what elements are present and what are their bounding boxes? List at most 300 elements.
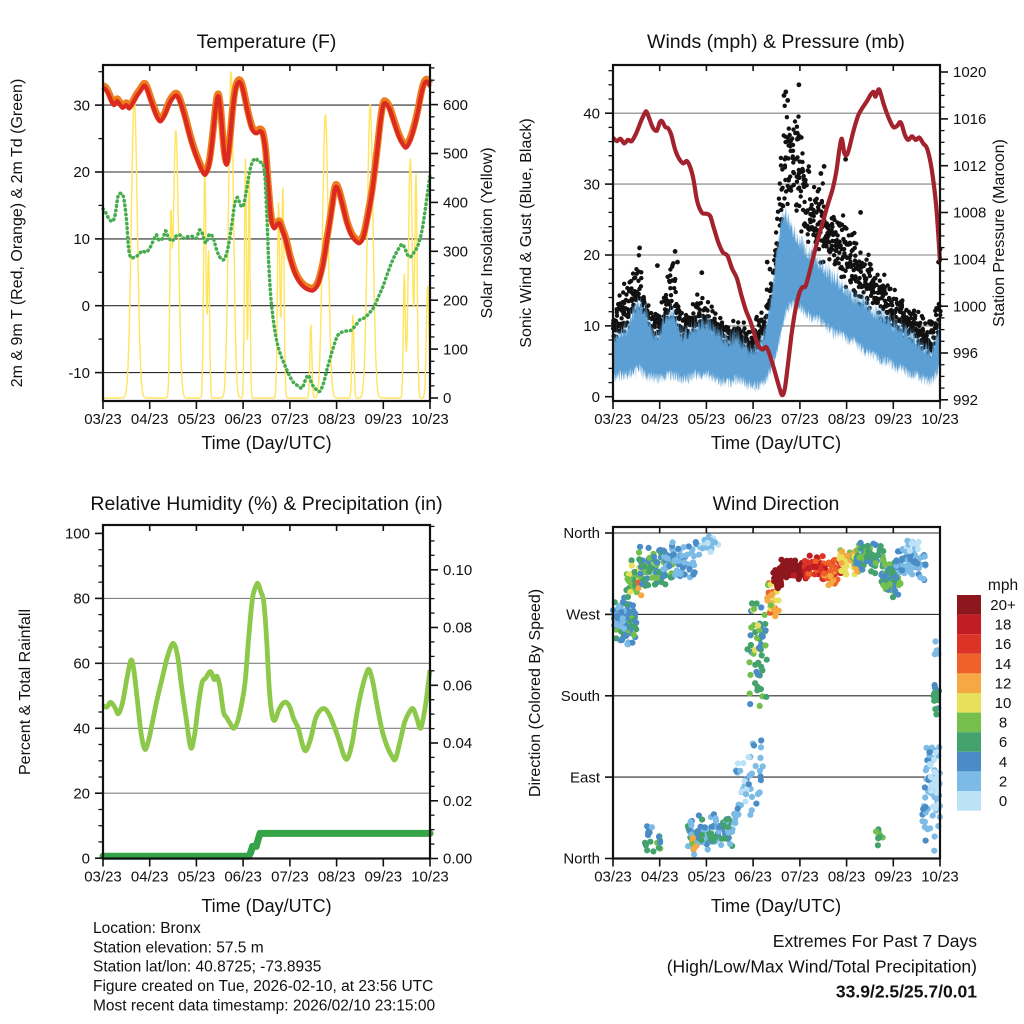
x-tick-label: 08/23 [317,411,356,428]
gust-outlier-dot [822,164,827,169]
wind-direction-dot [894,558,900,564]
gust-outlier-dot [819,171,824,176]
gust-outlier-dot [785,98,790,103]
y-tick-label: -10 [68,364,90,382]
gust-dot [736,320,740,324]
gust-dot [779,156,783,160]
wind-direction-dot [691,846,697,852]
wind-direction-dot [735,806,741,812]
wind-direction-dot [893,574,899,580]
wind-direction-dot [744,646,750,652]
wind-direction-dot [909,571,915,577]
y-axis-direction [561,525,613,868]
gust-dot [864,276,868,280]
wind-direction-dot [753,801,759,807]
wind-direction-dot [675,546,681,552]
wind-direction-dot [747,701,753,707]
pressure-ylabel-right: Station Pressure (Maroon) [991,139,1008,327]
wind-direction-dot [656,834,662,840]
y-tick-label: 60 [73,655,90,673]
gust-dot [900,298,904,302]
gust-dot [842,274,846,278]
y-axis-right [940,64,986,409]
gust-dot [625,320,629,324]
x-tick-label: 07/23 [781,868,819,886]
gust-dot [921,329,925,333]
wind-direction-dot [933,749,939,755]
wind-speed-legend [957,577,1018,811]
wind-direction-dot [931,769,937,775]
gust-dot [759,311,763,315]
gust-outlier-dot [858,210,863,215]
x-tick-label: 05/23 [177,411,216,428]
wind-direction-dot [877,834,883,840]
gust-dot [699,301,703,305]
gust-dot [832,253,836,257]
gust-dot [799,189,803,193]
wind-direction-dot [873,542,879,548]
extremes-subtitle: (High/Low/Max Wind/Total Precipitation) [666,956,977,977]
gust-dot [788,133,792,137]
gust-dot [783,104,787,108]
y-tick-label: 400 [443,194,469,212]
wind-direction-dot [755,622,761,628]
wind-direction-dot [915,546,921,552]
gust-dot [803,178,807,182]
gust-dot [649,311,653,315]
wind-direction-dot [646,569,652,575]
x-tick-label: 03/23 [84,411,122,428]
y-axis-left [65,526,103,868]
gust-outlier-dot [655,263,660,268]
gust-dot [827,257,831,261]
gust-dot [619,326,623,330]
x-tick-label: 04/23 [130,411,169,428]
legend-swatch [957,615,981,635]
extremes-values: 33.9/2.5/25.7/0.01 [835,981,977,1002]
wind-pressure-plot [583,64,986,428]
gust-dot [872,290,876,294]
y-tick-label: 300 [443,243,469,261]
gust-outlier-dot [765,260,770,265]
gust-dot [787,126,791,130]
wind-pressure-xlabel: Time (Day/UTC) [710,433,842,453]
gust-dot [691,311,695,315]
legend-label: 2 [998,773,1008,791]
temperature-plot [68,65,468,428]
gust-dot [777,197,781,201]
x-tick-label: 08/23 [827,411,866,428]
wind-direction-dot [658,579,664,585]
wind-direction-dot [932,689,938,695]
x-tick-label: 04/23 [130,868,169,886]
legend-label: 20+ [990,597,1016,614]
gust-dot [931,330,935,334]
wind-direction-dot [646,545,652,551]
gust-dot [801,169,805,173]
wind-direction-dot [769,591,775,597]
wind-direction-dot [704,540,710,546]
wind-direction-dot [671,552,677,558]
wind-direction-dot [632,624,638,630]
gust-dot [706,300,710,304]
gust-dot [782,196,786,200]
x-tick-label: 05/23 [687,868,726,886]
wind-direction-dot [637,571,643,577]
x-tick-label: 07/23 [271,411,309,428]
gust-dot [830,244,834,248]
gust-dot [868,262,872,266]
x-tick-label: 10/23 [921,411,959,428]
gust-dot [819,210,823,214]
wind-direction-dot [875,842,881,848]
wind-direction-dot [758,737,764,743]
x-tick-label: 03/23 [594,868,632,886]
gust-dot [934,313,938,317]
temperature-title: Temperature (F) [196,31,337,53]
wind-direction-dot [620,615,626,621]
wind-direction-dot [922,784,928,790]
y-tick-label: 0.00 [443,850,473,868]
wind-direction-dot [734,812,740,818]
wind-direction-dot [839,548,845,554]
gust-dot [617,293,621,297]
gust-dot [677,315,681,319]
wind-direction-dot [931,756,937,762]
wind-direction-dot [746,659,752,665]
wind-direction-dot [751,606,757,612]
y-tick-label: 20 [73,785,90,803]
wind-direction-dot [838,560,844,566]
wind-direction-dot [751,742,757,748]
gust-dot [742,326,746,330]
wind-direction-dot [805,559,811,565]
wind-direction-dot [681,559,687,565]
wind-direction-dot [636,549,642,555]
x-tick-label: 06/23 [224,868,262,886]
wind-direction-dot [932,682,938,688]
wind-direction-dot [638,592,644,598]
wind-direction-dot [791,572,797,578]
wind-direction-dot [763,694,769,700]
wind-direction-dot [629,563,635,569]
wind-direction-dot [920,806,926,812]
wind-direction-dot [821,570,827,576]
wind-direction-dot [878,543,884,549]
gust-dot [869,267,873,271]
wind-direction-dot [619,637,625,643]
wind-direction-dot [932,706,938,712]
wind-direction-dot [865,543,871,549]
wind-direction-dot [699,832,705,838]
gust-dot [812,185,816,189]
dewpoint-line [103,159,430,392]
y-tick-label: 20 [73,164,90,182]
rainfall-line [103,833,430,856]
gust-dot [624,292,628,296]
y-tick-label: 992 [953,392,979,409]
y-tick-label: 40 [73,720,90,738]
gust-dot [778,181,782,185]
gust-dot [785,202,789,206]
y-tick-label: 0.08 [443,619,473,637]
gust-dot [859,295,863,299]
gust-dot [786,156,790,160]
gust-dot [669,293,673,297]
y-tick-label: 10 [583,318,600,336]
gust-dot [837,240,841,244]
temperature-ylabel-right: Solar Insolation (Yellow) [479,147,496,319]
gust-dot [781,204,785,208]
x-tick-label: 04/23 [640,411,679,428]
gust-dot [878,279,882,283]
gust-dot [791,170,795,174]
wind-direction-dot [690,559,696,565]
temperature-ylabel-left: 2m & 9m T (Red, Orange) & 2m Td (Green) [9,78,26,388]
wind-direction-dot [896,582,902,588]
gust-dot [900,305,904,309]
gust-dot [622,282,626,286]
wind-direction-dot [754,600,760,606]
legend-swatch [957,771,981,791]
x-tick-label: 06/23 [734,411,772,428]
y-tick-label: 80 [73,590,90,608]
y-tick-label: 20 [583,247,600,265]
wind-direction-dot [777,565,783,571]
gust-dot [820,200,824,204]
wind-direction-dot [843,571,849,577]
gust-dot [672,286,676,290]
wind-direction-dot [639,581,645,587]
y-tick-label: 0 [81,297,90,315]
wind-direction-dot [746,781,752,787]
wind-direction-dot [758,744,764,750]
gust-dot [653,325,657,329]
gust-dot [807,170,811,174]
legend-label: 10 [994,695,1012,712]
gust-dot [639,284,643,288]
gust-dot [799,229,803,233]
gust-dot [793,119,797,123]
wind-direction-dot [932,638,938,644]
data-timestamp: Most recent data timestamp: 2026/02/10 23:15:00 [93,997,436,1015]
wind-direction-plot [561,525,959,885]
wind-direction-dot [624,576,630,582]
wind-direction-dot [922,554,928,560]
wind-direction-dot [887,581,893,587]
legend-label: 8 [998,714,1008,732]
x-tick-label: 10/23 [411,411,449,428]
gust-dot [854,241,858,245]
wind-direction-dot [721,822,727,828]
y-tick-label: 40 [583,105,600,123]
wind-direction-dot [772,613,778,619]
y-tick-label: 10 [73,231,90,249]
wind-direction-dot [624,641,630,647]
wind-direction-dot [865,548,871,554]
x-tick-label: 09/23 [874,868,913,886]
legend-swatch [957,732,981,752]
gust-dot [795,180,799,184]
gust-dot [642,301,646,305]
wind-direction-dot [657,839,663,845]
wind-direction-dot [713,818,719,824]
gust-dot [791,149,795,153]
wind-direction-dot [759,652,765,658]
gust-dot [887,287,891,291]
legend-swatch [957,752,981,772]
gust-dot [821,181,825,185]
gust-dot [884,291,888,295]
wind-direction-dot [665,556,671,562]
gust-dot [639,276,643,280]
wind-direction-dot [649,824,655,830]
wind-direction-dot [709,824,715,830]
x-tick-label: 06/23 [734,868,772,886]
wind-direction-dot [620,599,626,605]
gust-dot [799,135,803,139]
gust-dot [857,276,861,280]
wind-direction-dot [828,580,834,586]
wind-direction-dot [933,711,939,717]
y-tick-label: 996 [953,345,979,363]
gust-dot [755,315,759,319]
gust-dot [720,320,724,324]
wind-direction-dot [874,552,880,558]
x-tick-label: 03/23 [594,411,632,428]
y-tick-label: 30 [73,97,90,115]
humidity-xlabel: Time (Day/UTC) [201,896,332,916]
wind-direction-dot [670,539,676,545]
wind-direction-dot [922,824,928,830]
wind-direction-dot [746,754,752,760]
wind-direction-dot [740,760,746,766]
gust-dot [795,125,799,129]
wind-direction-dot [747,691,753,697]
station-location: Location: Bronx [93,920,201,937]
wind-direction-dot [652,581,658,587]
gust-dot [669,299,673,303]
gust-dot [835,233,839,237]
wind-direction-dot [637,544,643,550]
wind-direction-dot [920,576,926,582]
wind-direction-dot [764,657,770,663]
gust-outlier-dot [843,157,848,162]
wind-direction-dot [725,830,731,836]
gust-dot [668,273,672,277]
wind-direction-dot [775,585,781,591]
legend-label: 4 [998,753,1008,771]
gust-dot [779,208,783,212]
wind-direction-dot [756,645,762,651]
y-tick-label: 1004 [953,251,987,269]
wind-direction-dot [678,571,684,577]
x-tick-label: 07/23 [271,868,309,886]
gust-dot [633,276,637,280]
wind-direction-dot [654,559,660,565]
gust-dot [697,307,701,311]
wind-direction-dot [661,549,667,555]
wind-direction-dot [632,611,638,617]
y-tick-label: 0.10 [443,562,473,579]
gust-dot [815,197,819,201]
wind-direction-dot [690,572,696,578]
wind-direction-title: Wind Direction [712,493,840,515]
wind-direction-dot [749,807,755,813]
wind-direction-dot [641,563,647,569]
gust-dot [780,186,784,190]
y-tick-label: 1012 [953,157,987,175]
gust-dot [893,288,897,292]
wind-direction-dot [926,749,932,755]
figure-created: Figure created on Tue, 2026-02-10, at 23:56 UTC [93,978,434,995]
y-tick-label: 500 [443,145,469,163]
gust-dot [912,309,916,313]
gust-dot [789,188,793,192]
wind-direction-dot [708,831,714,837]
wind-direction-dot [880,582,886,588]
wind-direction-dot [907,548,913,554]
gust-dot [664,293,668,297]
wind-direction-dot [650,848,656,854]
x-tick-label: 05/23 [687,411,726,428]
direction-tick-label: North [563,850,600,868]
gust-dot [830,225,834,229]
gust-dot [695,292,699,296]
legend-swatch [957,673,981,693]
legend-label: 12 [994,675,1012,693]
legend-label: 6 [998,734,1008,752]
wind-direction-dot [749,794,755,800]
wind-direction-dot [930,813,936,819]
wind-direction-dot [758,777,764,783]
wind-direction-dot [643,842,649,848]
gust-dot [848,242,852,246]
wind-direction-dot [757,755,763,761]
wind-ylabel-left: Sonic Wind & Gust (Blue, Black) [518,118,535,348]
gust-dot [636,292,640,296]
wind-direction-dot [617,623,623,629]
wind-direction-dot [684,552,690,558]
wind-direction-dot [645,829,651,835]
extremes-title: Extremes For Past 7 Days [772,931,977,951]
gust-dot [797,175,801,179]
gust-dot [713,311,717,315]
gust-dot [875,273,879,277]
wind-direction-dot [705,846,711,852]
wind-direction-dot [753,669,759,675]
wind-direction-dot [631,632,637,638]
wind-direction-dot [908,566,914,572]
plot-border [103,525,430,859]
gust-outlier-dot [768,267,773,272]
wind-direction-dot [748,632,754,638]
wind-direction-dot [864,554,870,560]
direction-tick-label: South [560,688,600,705]
extremes-summary [667,931,978,1002]
legend-swatch [957,634,981,654]
wind-direction-dot [629,557,635,563]
humidity-ylabel-left: Percent & Total Rainfall [17,608,34,776]
gust-dot [700,296,704,300]
gust-dot [805,183,809,187]
wind-direction-dot [859,567,865,573]
humidity-title: Relative Humidity (%) & Precipitation (in) [90,493,443,515]
wind-direction-dot [630,602,636,608]
gust-dot [673,279,677,283]
gust-dot [842,247,846,251]
wind-direction-dot [888,567,894,573]
